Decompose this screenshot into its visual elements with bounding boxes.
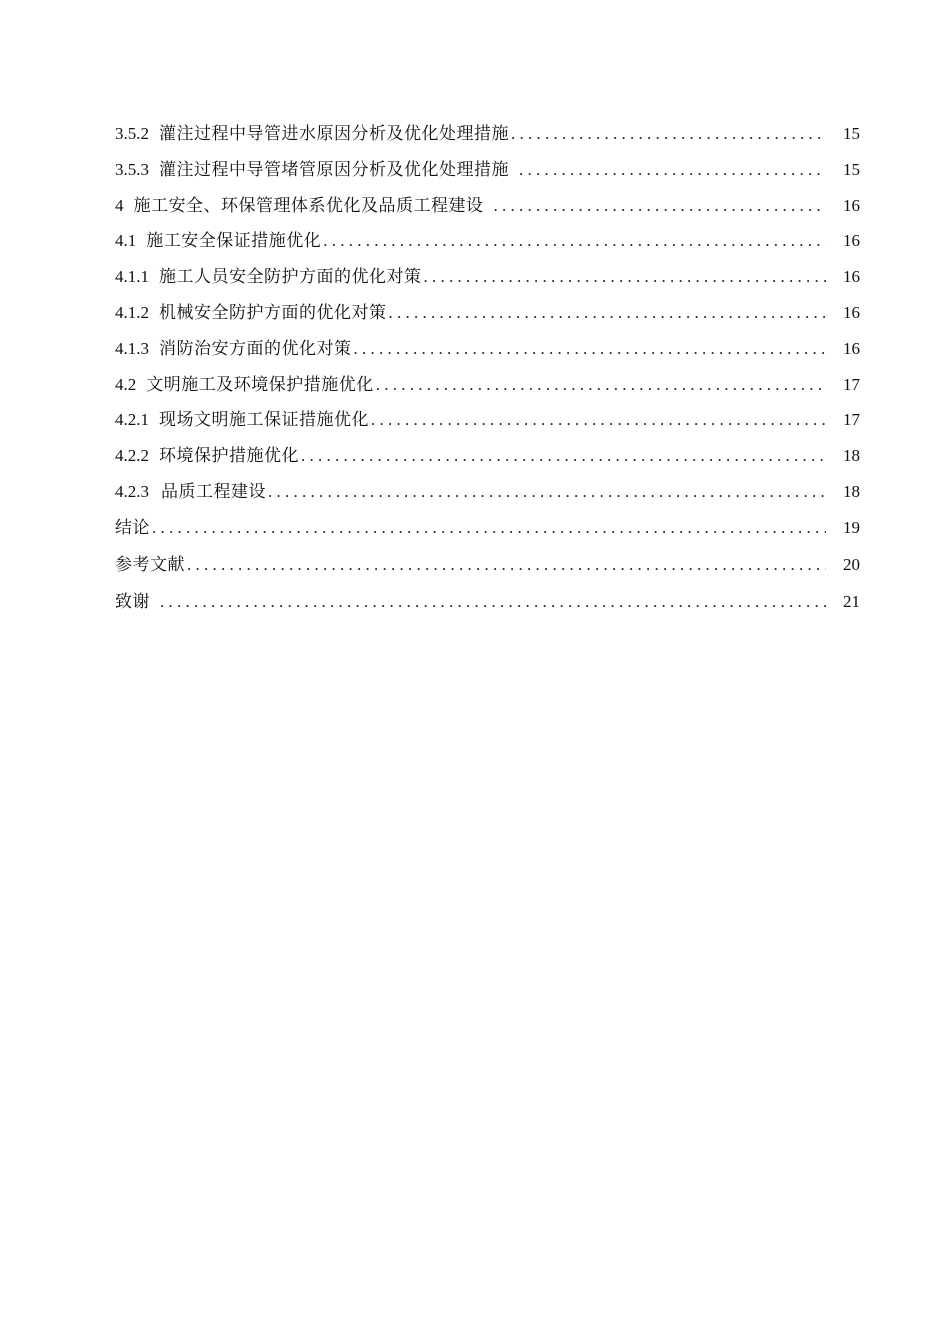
toc-entry[interactable] <box>115 438 860 474</box>
toc-entry[interactable] <box>115 116 860 152</box>
toc-entry[interactable] <box>115 223 860 259</box>
toc-entry-page: 16 <box>843 302 860 322</box>
toc-entry-number: 4.2.1 <box>115 410 149 430</box>
toc-dot-leader <box>187 546 826 583</box>
toc-entry-title: 施工安全、环保管理体系优化及品质工程建设 <box>133 195 484 215</box>
toc-entry-number: 4.1.3 <box>115 338 149 358</box>
toc-entry-title: 致谢 <box>115 591 150 611</box>
toc-entry-number: 3.5.3 <box>115 159 149 179</box>
toc-dot-leader <box>268 474 826 510</box>
toc-entry-page: 18 <box>843 446 860 466</box>
toc-entry[interactable] <box>115 152 860 188</box>
toc-entry-title: 消防治安方面的优化对策 <box>159 338 352 358</box>
toc-dot-leader <box>511 116 826 152</box>
toc-entry-page: 17 <box>843 374 860 394</box>
toc-entry-title: 灌注过程中导管堵管原因分析及优化处理措施 <box>159 159 509 179</box>
toc-entry[interactable] <box>115 367 860 403</box>
toc-dot-leader <box>152 510 826 546</box>
toc-entry[interactable] <box>115 546 860 583</box>
toc-entry[interactable] <box>115 295 860 331</box>
toc-dot-leader <box>389 295 827 331</box>
toc-entry-title: 文明施工及环境保护措施优化 <box>146 374 374 394</box>
toc-entry[interactable] <box>115 583 860 620</box>
toc-entry-number: 4.1.2 <box>115 302 149 322</box>
toc-entry[interactable] <box>115 331 860 367</box>
toc-entry-page: 19 <box>843 517 860 537</box>
toc-entry-page: 21 <box>843 591 860 611</box>
toc-entry-number: 4.2.3 <box>115 481 149 501</box>
toc-entry-title: 品质工程建设 <box>161 481 266 501</box>
toc-entry-title: 施工安全保证措施优化 <box>146 231 322 251</box>
toc-entry-title: 结论 <box>115 517 150 537</box>
toc-dot-leader <box>494 188 827 224</box>
toc-entry-number: 3.5.2 <box>115 124 149 143</box>
toc-entry-page: 15 <box>843 124 860 143</box>
toc-entry-page: 17 <box>843 410 860 430</box>
toc-entry-title: 参考文献 <box>115 554 185 574</box>
toc-entry-number: 4.1 <box>115 231 137 251</box>
toc-entry[interactable] <box>115 510 860 546</box>
toc-entry-number: 4 <box>115 195 124 215</box>
toc-entry-page: 16 <box>843 231 860 251</box>
toc-entry-page: 20 <box>843 554 860 574</box>
toc-dot-leader <box>519 152 826 188</box>
toc-entry-number: 4.2.2 <box>115 446 149 466</box>
toc-entry[interactable] <box>115 474 860 510</box>
toc-dot-leader <box>160 583 826 620</box>
toc-dot-leader <box>376 367 826 403</box>
toc-dot-leader <box>301 438 826 474</box>
toc-entry-title: 环境保护措施优化 <box>159 446 299 466</box>
toc-entry-page: 16 <box>843 195 860 215</box>
toc-entry-title: 现场文明施工保证措施优化 <box>159 410 369 430</box>
toc-entry[interactable] <box>115 259 860 295</box>
toc-entry-page: 16 <box>843 338 860 358</box>
toc-entry-page: 16 <box>843 267 860 287</box>
toc-dot-leader <box>371 402 826 438</box>
toc-entry[interactable] <box>115 402 860 438</box>
table-of-contents <box>115 116 860 620</box>
toc-entry-number: 4.1.1 <box>115 267 149 287</box>
toc-entry-title: 机械安全防护方面的优化对策 <box>159 302 387 322</box>
toc-entry[interactable] <box>115 188 860 224</box>
toc-entry-page: 15 <box>843 159 860 179</box>
toc-dot-leader <box>323 223 826 259</box>
toc-entry-title: 灌注过程中导管进水原因分析及优化处理措施 <box>159 124 509 143</box>
toc-entry-number: 4.2 <box>115 374 137 394</box>
toc-entry-title: 施工人员安全防护方面的优化对策 <box>159 267 422 287</box>
toc-dot-leader <box>354 331 827 367</box>
toc-entry-page: 18 <box>843 481 860 501</box>
toc-dot-leader <box>424 259 827 295</box>
